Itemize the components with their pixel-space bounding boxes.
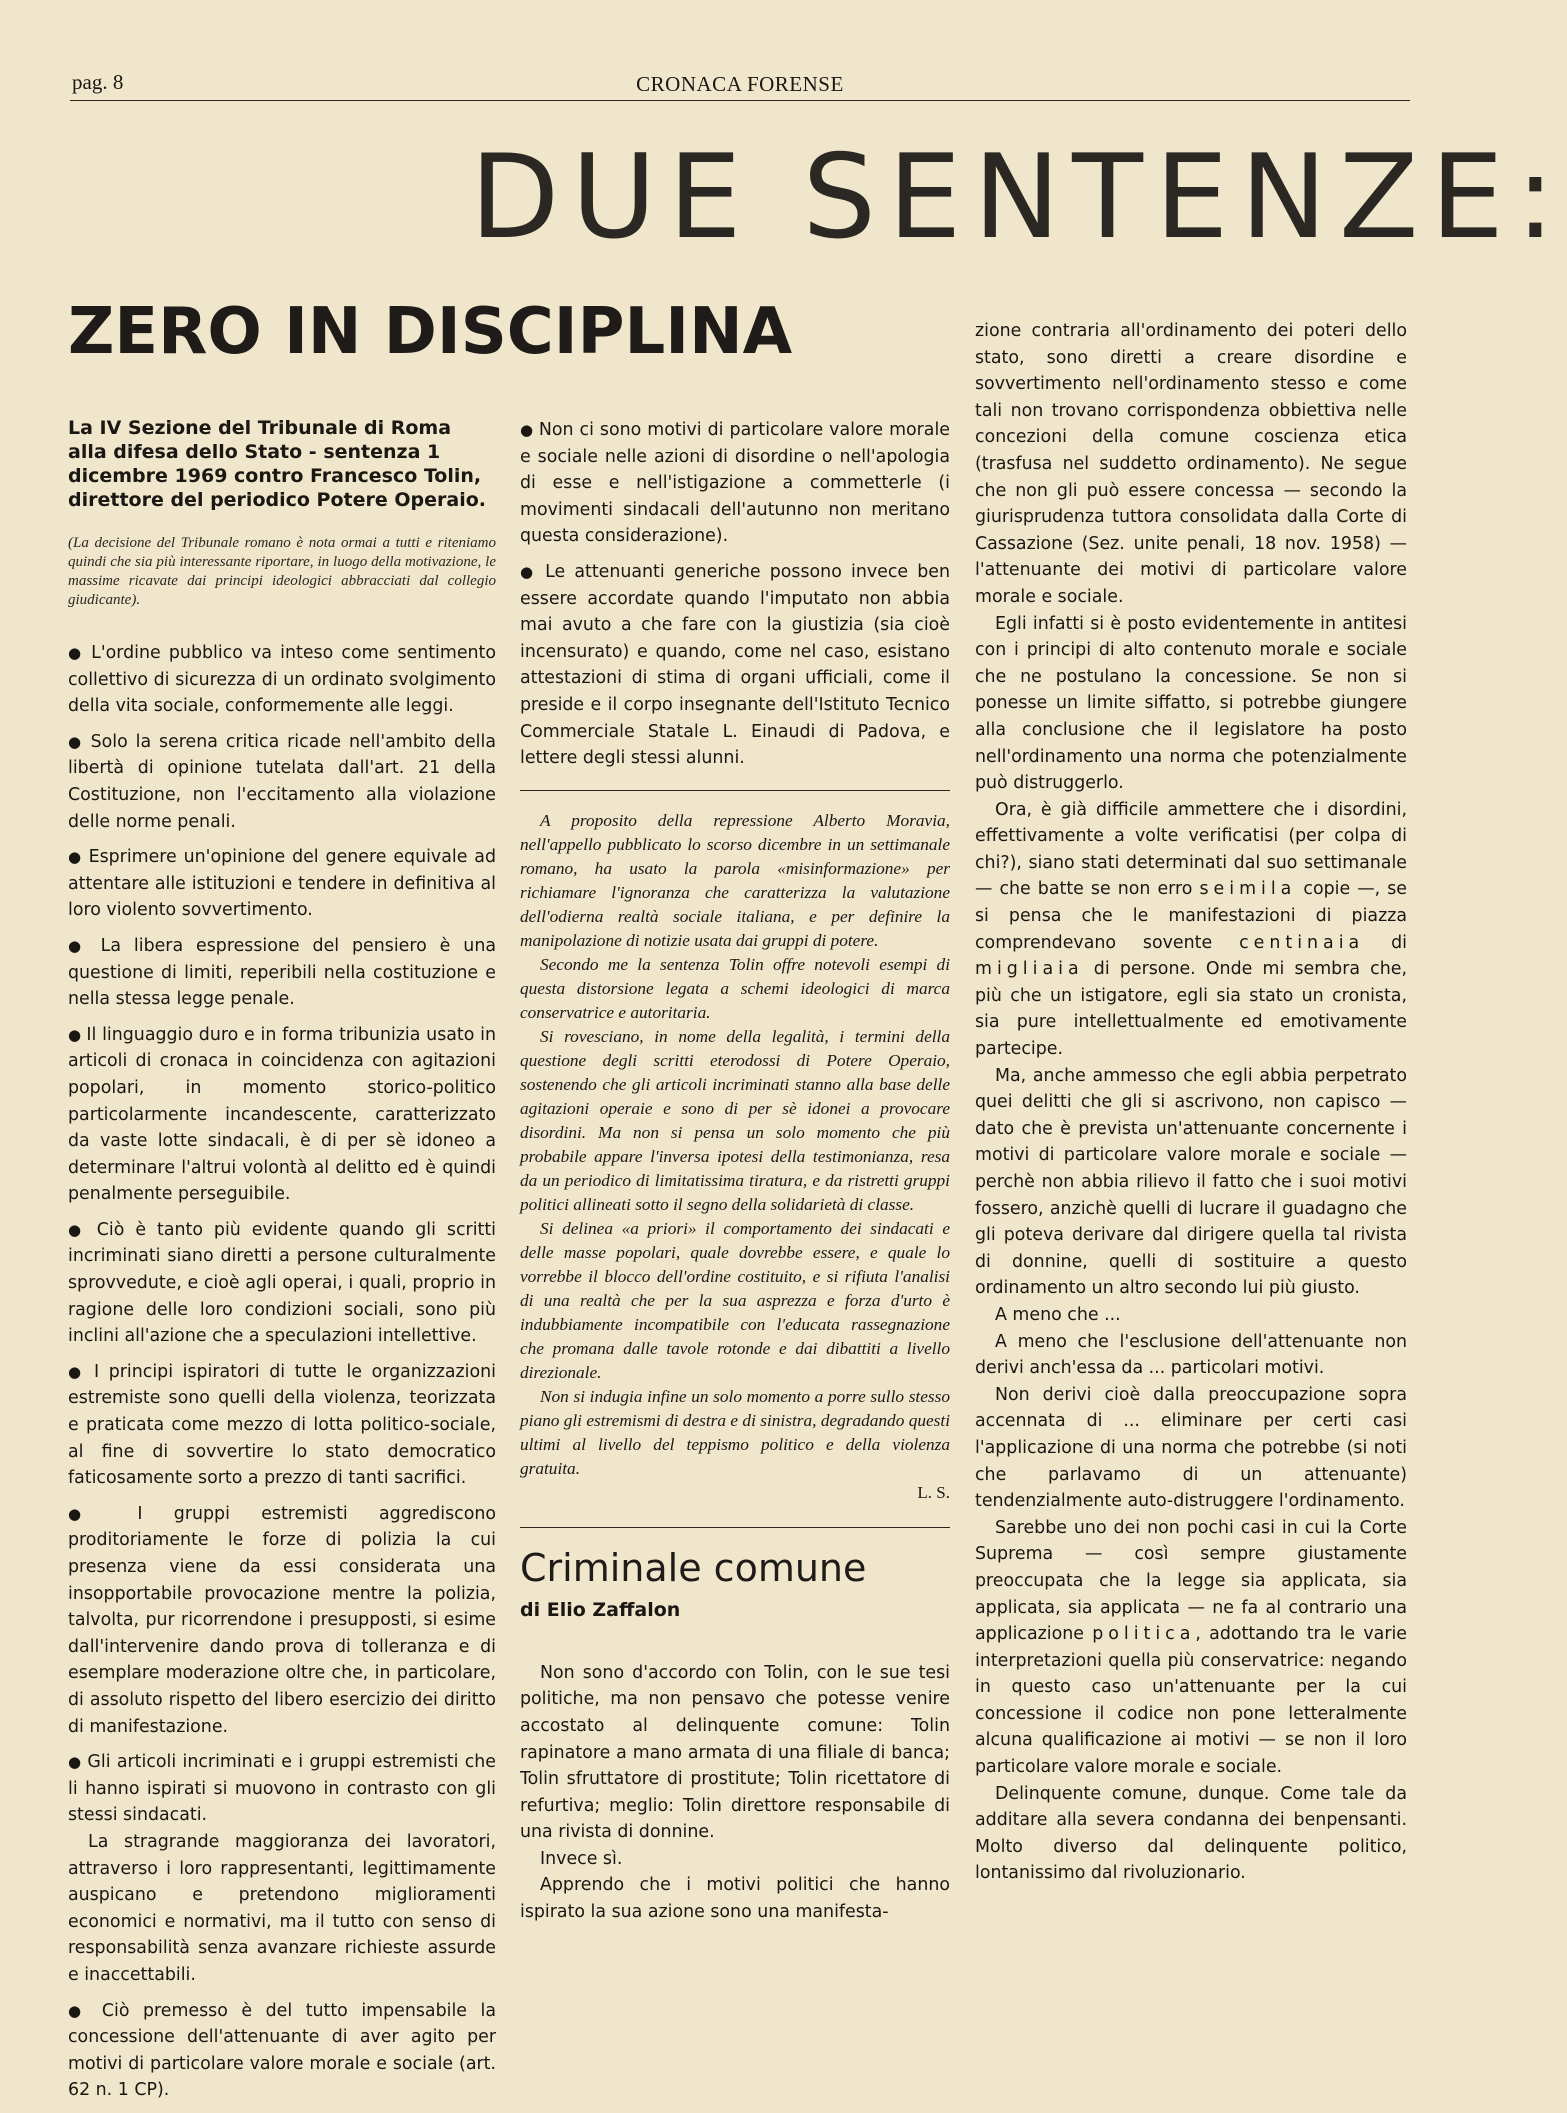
text-run: copie —, se si pensa che le manifestazioni di piazza comprendevano sovente [975, 879, 1407, 953]
text-run: di persone. Onde mi sembra che, più che un istigatore, egli sia stato un cronista, sia pure intellettualmente ed emotivamente partecipe. [975, 959, 1407, 1060]
divider [520, 790, 950, 791]
spaced-text: centinaia [1239, 932, 1365, 953]
masthead: CRONACA FORENSE [636, 72, 844, 96]
maxim-paragraph: ● L'ordine pubblico va inteso come sentimento collettivo di sicurezza di un ordinato svolgimento della vita sociale, conformemente alle leggi. [68, 640, 496, 720]
commentary-paragraph: A proposito della repressione Alberto Moravia, nell'appello pubblicato lo scorso dicembre in un settimanale romano, ha usato la parola «misinformazione» per richiamare l'ignoranza che caratterizza la valutazione dell'odierna realtà sociale italiana, e per definire la manipolazione di notizie usata dai gruppi di potere. [520, 810, 950, 950]
maxim-paragraph: ● I gruppi estremisti aggrediscono proditoriamente le forze di polizia la cui presenza viene da essi considerata una insopportabile provocazione mentre la polizia, talvolta, pur ricorrendone i presupposti, si esime dall'intervenire dando prova di tolleranza e di esemplare moderazione oltre che, in particolare, di assoluto rispetto del libero esercizio dei diritto di manifestazione. [68, 1501, 496, 1740]
text-run: Ora, è già difficile ammettere che i disordini, effettivamente a volte verificatisi (per colpa di chi?), siano stati determinati dal suo settimanale — che batte se non erro [975, 799, 1407, 900]
main-headline: DUE SENTENZE: [470, 130, 1567, 265]
commentary [520, 809, 950, 1505]
section-title: Criminale comune [520, 1545, 867, 1590]
editorial-note: (La decisione del Tribunale romano è nota ormai a tutti e riteniamo quindi che sia più interessante riportare, in luogo della motivazione, le massime ricavate dai principi ideologici abbracciati dal collegio giudicante). [68, 535, 496, 608]
body-paragraph: Apprendo che i motivi politici che hanno ispirato la sua azione sono una manifesta- [520, 1875, 950, 1923]
body-paragraph: zione contraria all'ordinamento dei poteri dello stato, sono diretti a creare disordine e sovvertimento nell'ordinamento stesso e come tali non trovano corrispondenza obbiettiva nelle concezioni della comune coscienza etica (trasfusa nel suddetto ordinamento). Ne segue che non gli può essere concessa — secondo la giurisprudenza tuttora consolidata dalla Corte di Cassazione (Sez. unite penali, 18 nov. 1958) — l'attenuante dei motivi di particolare valore morale e sociale. [975, 321, 1407, 607]
spaced-text: seimila [1199, 879, 1297, 900]
body-paragraph [975, 797, 1407, 1063]
running-head [70, 70, 1410, 101]
maxim-paragraph: ● Gli articoli incriminati e i gruppi estremisti che li hanno ispirati si muovono in contrasto con gli stessi sindacati. [68, 1749, 496, 1829]
body-paragraph [975, 1515, 1407, 1781]
signature: L. S. [917, 1482, 950, 1502]
body-paragraph: A meno che l'esclusione dell'attenuante non derivi anch'essa da ... particolari motivi. [975, 1331, 1407, 1379]
spaced-text: politica [1092, 1624, 1196, 1645]
divider [520, 1527, 950, 1528]
maxim-paragraph: ● Esprimere un'opinione del genere equivale ad attentare alle istituzioni e tendere in definitiva al loro violento sovvertimento. [68, 844, 496, 924]
commentary-paragraph: Si rovesciano, in nome della legalità, i termini della questione degli scritti eterodossi di Potere Operaio, sostenendo che gli articoli incriminati stanno alla base delle agitazioni operaie e sono di per sè idonei a provocare disordini. Ma non si pensa un solo momento che più probabile appare l'inversa ipotesi della testimonianza, resa da un periodico di limitatissima tiratura, e da ristretti gruppi politici allineati sotto il segno della solidarietà di classe. [520, 1026, 950, 1214]
column-3 [975, 318, 1407, 1887]
spaced-text: migliaia [975, 959, 1084, 980]
maxim-paragraph: ● Ciò è tanto più evidente quando gli scritti incriminati siano diretti a persone culturalmente sprovvedute, e cioè agli operai, i quali, proprio in ragione delle loro condizioni sociali, sono più inclini all'azione che a speculazioni intellettive. [68, 1217, 496, 1350]
maxim-paragraph: ● Non ci sono motivi di particolare valore morale e sociale nelle azioni di disordine o nell'apologia di esse e nell'istigazione a commetterle (i movimenti sindacali dell'autunno non meritano questa considerazione). [520, 417, 950, 550]
commentary-paragraph: Non si indugia infine un solo momento a porre sullo stesso piano gli estremismi di destra e di sinistra, degradando questi ultimi al livello del teppismo politico e della violenza gratuita. [520, 1386, 950, 1478]
column-2 [520, 417, 950, 1926]
body-paragraph: Invece sì. [540, 1848, 623, 1869]
body-paragraph: A meno che ... [995, 1304, 1121, 1325]
text-run: di [1364, 932, 1407, 953]
text-run: Sarebbe uno dei non pochi casi in cui la Corte Suprema — così sempre giustamente preoccupata che la legge sia applicata, sia applicata, sia applicata — ne fa al contrario una applicazione [975, 1517, 1407, 1645]
body-paragraph: Egli infatti si è posto evidentemente in antitesi con i principi di alto contenuto morale e sociale che ne postulano la concessione. Se non si ponesse un limite siffatto, si potrebbe giungere alla conclusione che il legislatore ha posto nell'ordinamento una norma che potenzialmente può distruggerlo. [975, 613, 1407, 794]
body-paragraph: Ma, anche ammesso che egli abbia perpetrato quei delitti che gli si ascrivono, non capisco — dato che è prevista un'attenuante concernente i motivi di particolare valore morale e sociale — perchè non abbia rilievo il fatto che i suoi motivi fossero, anzichè quelli di lucrare il guadagno che gli poteva derivare dal dirigere quella tal rivista di donnine, quelli di sostituire a questo ordinamento un altro secondo lui più giusto. [975, 1065, 1407, 1299]
maxim-paragraph: ● Il linguaggio duro e in forma tribunizia usato in articoli di cronaca in coincidenza con agitazioni popolari, in momento storico-politico particolarmente incandescente, caratterizzato da vaste lotte sindacali, è di per sè idoneo a determinare l'altrui volontà al delitto ed è quindi penalmente perseguibile. [68, 1022, 496, 1208]
text-run: , adottando tra le varie interpretazioni quella più conservatrice: negando in questo caso un'attenuante per la cui concessione il codice non pone letteralmente alcuna qualificazione ai motivi — se non il loro particolare valore morale e sociale. [975, 1624, 1408, 1778]
body-paragraph: Non derivi cioè dalla preoccupazione sopra accennata di ... eliminare per certi casi l'applicazione di una norma che potrebbe (si noti che parlavamo di un attenuante) tendenzialmente auto-distruggere l'ordinamento. [975, 1384, 1407, 1512]
body-paragraph: Delinquente comune, dunque. Come tale da additare alla severa condanna dei benpensanti. Molto diverso dal delinquente politico, lontanissimo dal rivoluzionario. [975, 1783, 1407, 1884]
column-1 [68, 416, 496, 2113]
maxim-paragraph: ● Solo la serena critica ricade nell'ambito della libertà di opinione tutelata dall'art. 21 della Costituzione, non l'eccitamento alla violazione delle norme penali. [68, 729, 496, 835]
body-paragraph: Non sono d'accordo con Tolin, con le sue tesi politiche, ma non pensavo che potesse venire accostato al delinquente comune: Tolin rapinatore a mano armata di una filiale di banca; Tolin sfruttatore di prostitute; Tolin ricettatore di refurtiva; meglio: Tolin direttore responsabile di una rivista di donnine. [520, 1662, 950, 1843]
page-number: pag. 8 [72, 70, 124, 94]
commentary-paragraph: Secondo me la sentenza Tolin offre notevoli esempi di questa distorsione legata a schemi ideologici di marca conservatrice e autoritaria. [520, 954, 950, 1022]
maxim-paragraph: ● I principi ispiratori di tutte le organizzazioni estremiste sono quelli della violenza, teorizzata e praticata come mezzo di lotta politico-sociale, al fine di sovvertire lo stato democratico faticosamente sorto a prezzo di tanti sacrifici. [68, 1359, 496, 1492]
maxim-paragraph: La stragrande maggioranza dei lavoratori, attraverso i loro rappresentanti, legittimamente auspicano e pretendono miglioramenti economici e normativi, ma il tutto con senso di responsabilità senza avanzare richieste assurde e inaccettabili. [68, 1831, 496, 1985]
maxim-paragraph: ● Ciò premesso è del tutto impensabile la concessione dell'attenuante di aver agito per motivi di particolare valore morale e sociale (art. 62 n. 1 CP). [68, 1998, 496, 2104]
commentary-paragraph: Si delinea «a priori» il comportamento dei sindacati e delle masse popolari, quale dovrebbe essere, e quale lo vorrebbe il blocco dell'ordine costituito, e si rifiuta l'analisi di una realtà che per la sua asprezza e forza d'urto è indubbiamente incompatibile con l'educata rassegnazione che promana dalle tavole rotonde e dai dibattiti a livello direzionale. [520, 1218, 950, 1382]
byline: di Elio Zaffalon [520, 1598, 681, 1621]
maxim-paragraph: ● Le attenuanti generiche possono invece ben essere accordate quando l'imputato non abbia mai avuto a che fare con la giustizia (sia cioè incensurato) e quando, come nel caso, esistano attestazioni di stima di organi ufficiali, come il preside e il corpo insegnante dell'Istituto Tecnico Commerciale Statale L. Einaudi di Padova, e lettere degli stessi alunni. [520, 559, 950, 772]
article-title: ZERO IN DISCIPLINA [68, 295, 793, 369]
maxim-paragraph: ● La libera espressione del pensiero è una questione di limiti, reperibili nella costituzione e nella stessa legge penale. [68, 933, 496, 1013]
article-lede: La IV Sezione del Tribunale di Roma alla difesa dello Stato - sentenza 1 dicembre 1969 contro Francesco Tolin, direttore del periodico Potere Operaio. [68, 417, 486, 511]
